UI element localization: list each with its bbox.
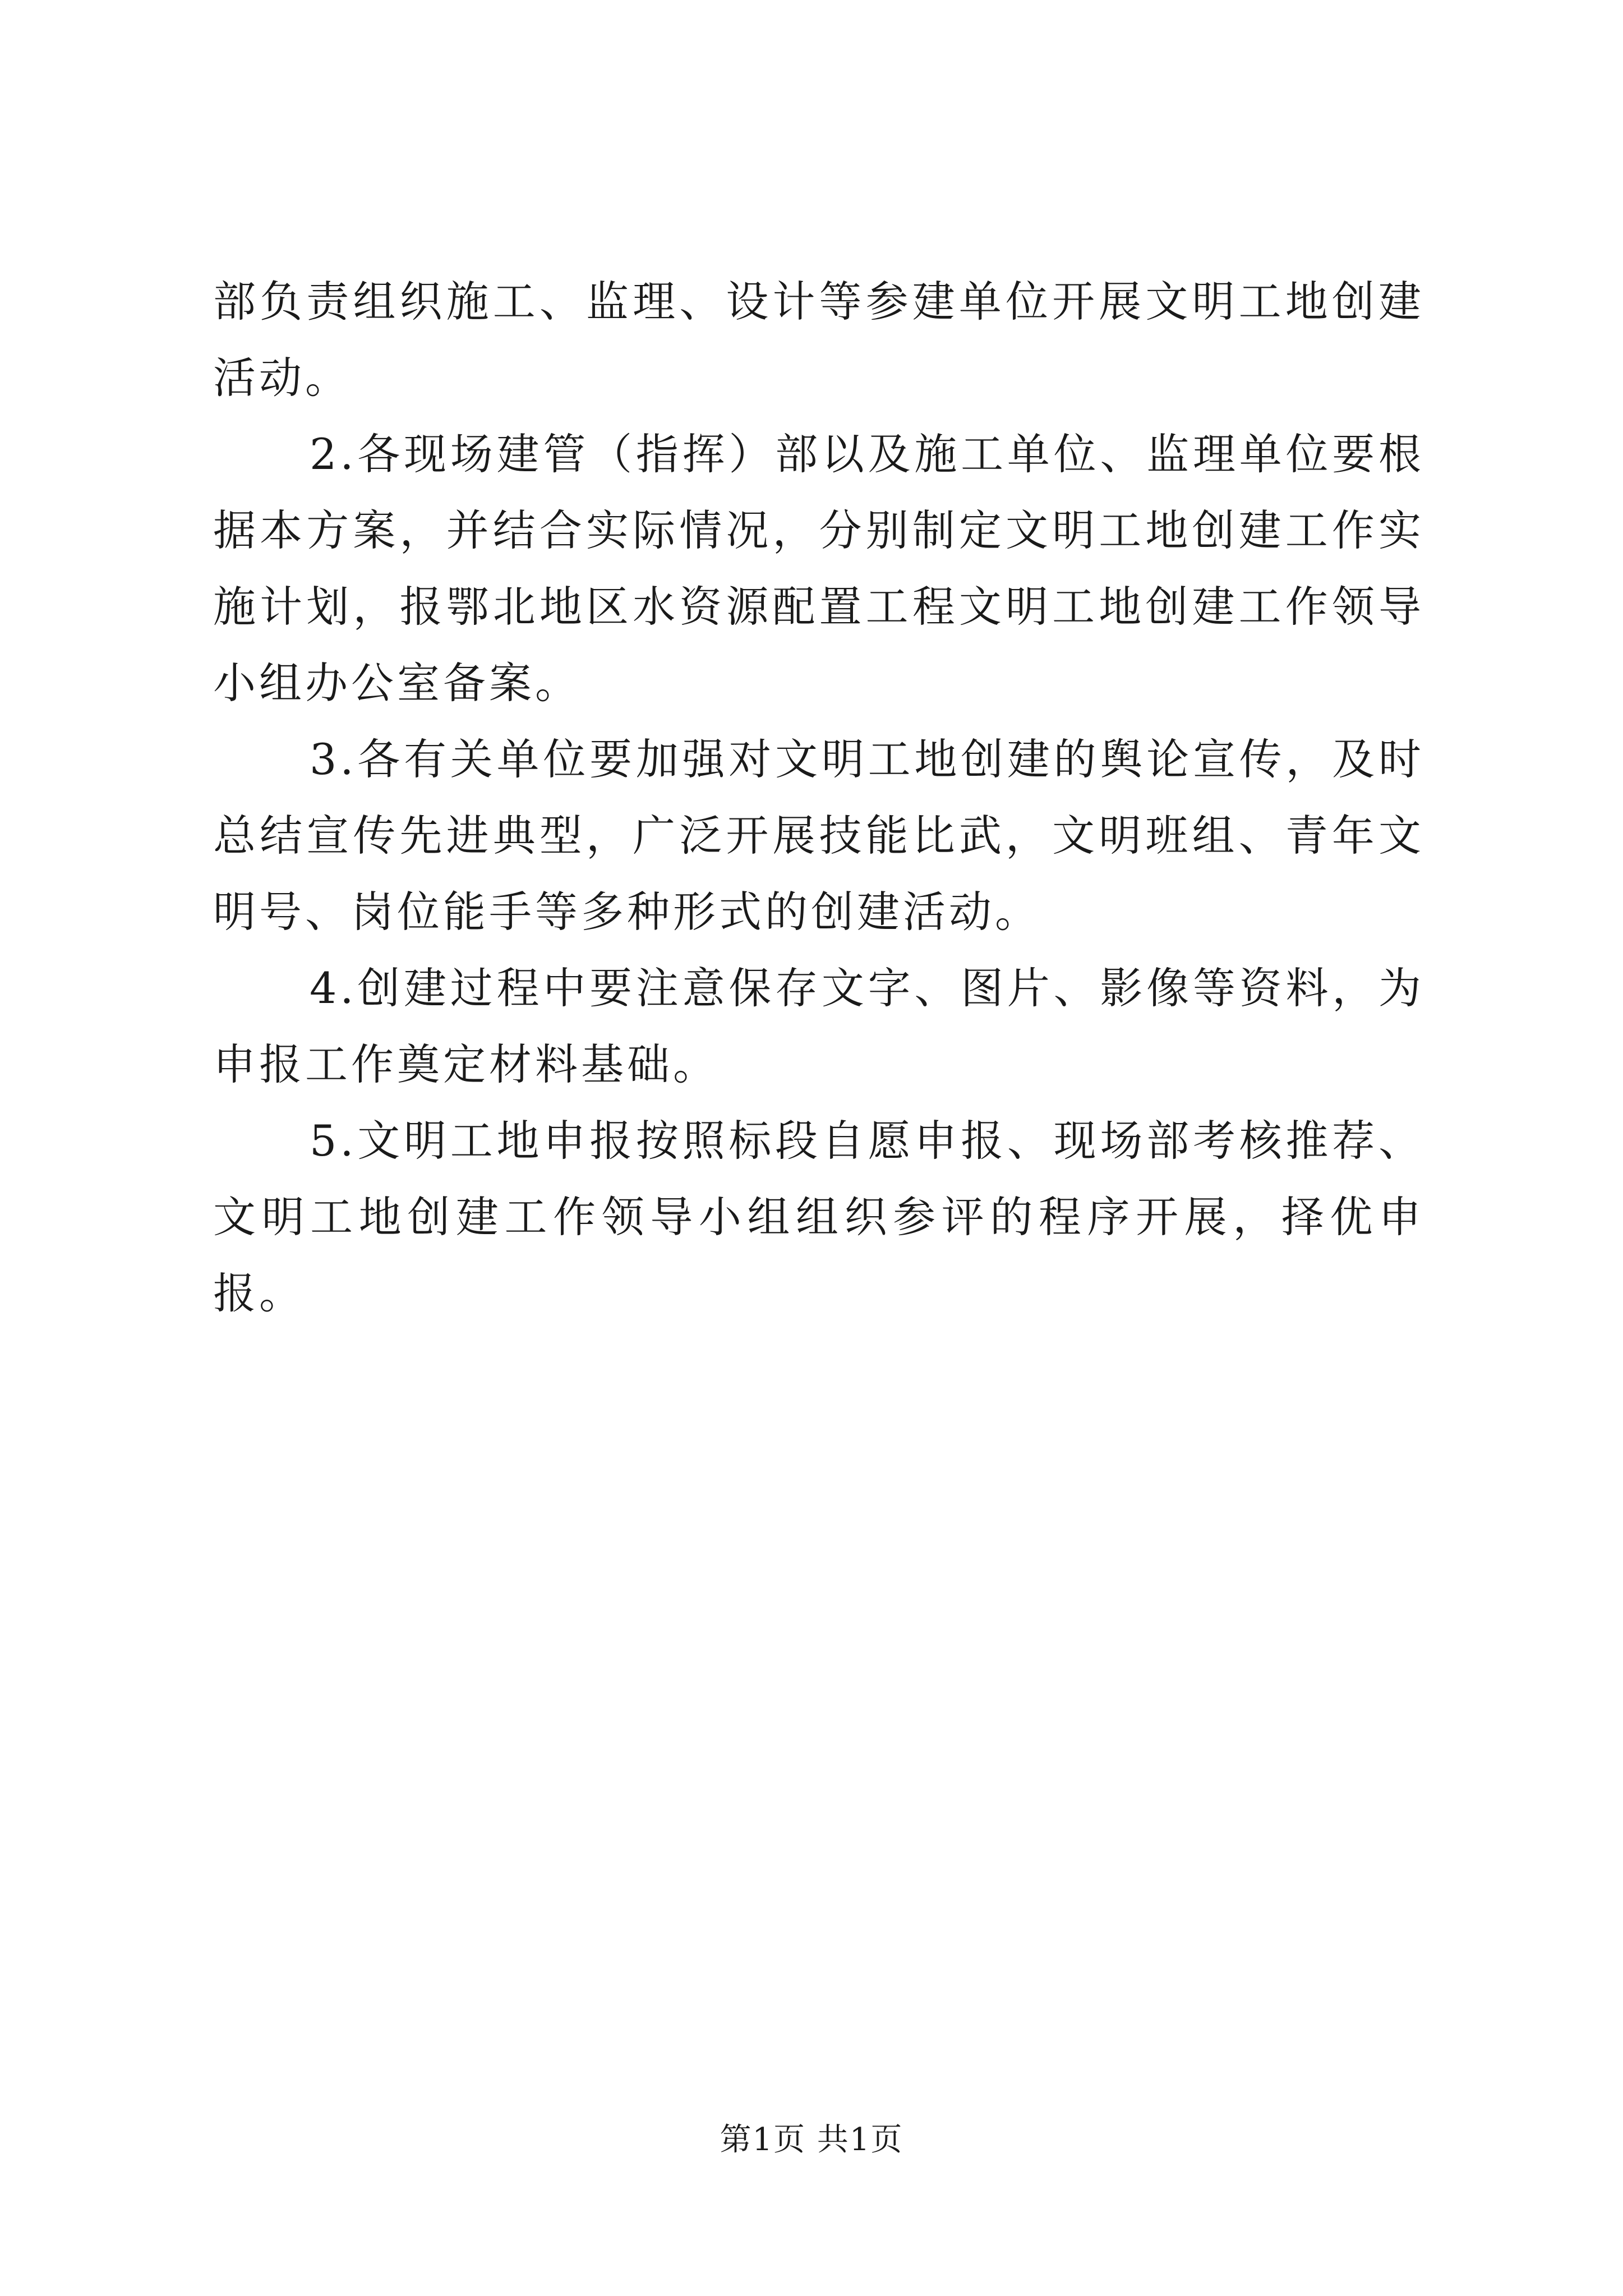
paragraph-item-5: 5.文明工地申报按照标段自愿申报、现场部考核推荐、文明工地创建工作领导小组组织参评的程序开展，择优申报。 — [213, 1116, 1424, 1318]
paragraph-item-3: 3.各有关单位要加强对文明工地创建的舆论宣传，及时总结宣传先进典型，广泛开展技能比武，文明班组、青年文明号、岗位能手等多种形式的创建活动。 — [213, 734, 1424, 937]
page-footer — [0, 2120, 1623, 2160]
paragraph-item-4: 4.创建过程中要注意保存文字、图片、影像等资料，为申报工作奠定材料基础。 — [213, 963, 1424, 1089]
document-body — [213, 264, 1424, 1332]
paragraph-continuation: 部负责组织施工、监理、设计等参建单位开展文明工地创建活动。 — [213, 277, 1424, 403]
page-number-label: 第1页 共1页 — [720, 2122, 903, 2158]
paragraph-item-2: 2.各现场建管（指挥）部以及施工单位、监理单位要根据本方案，并结合实际情况，分别制定文明工地创建工作实施计划，报鄂北地区水资源配置工程文明工地创建工作领导小组办公室备案。 — [213, 429, 1424, 708]
